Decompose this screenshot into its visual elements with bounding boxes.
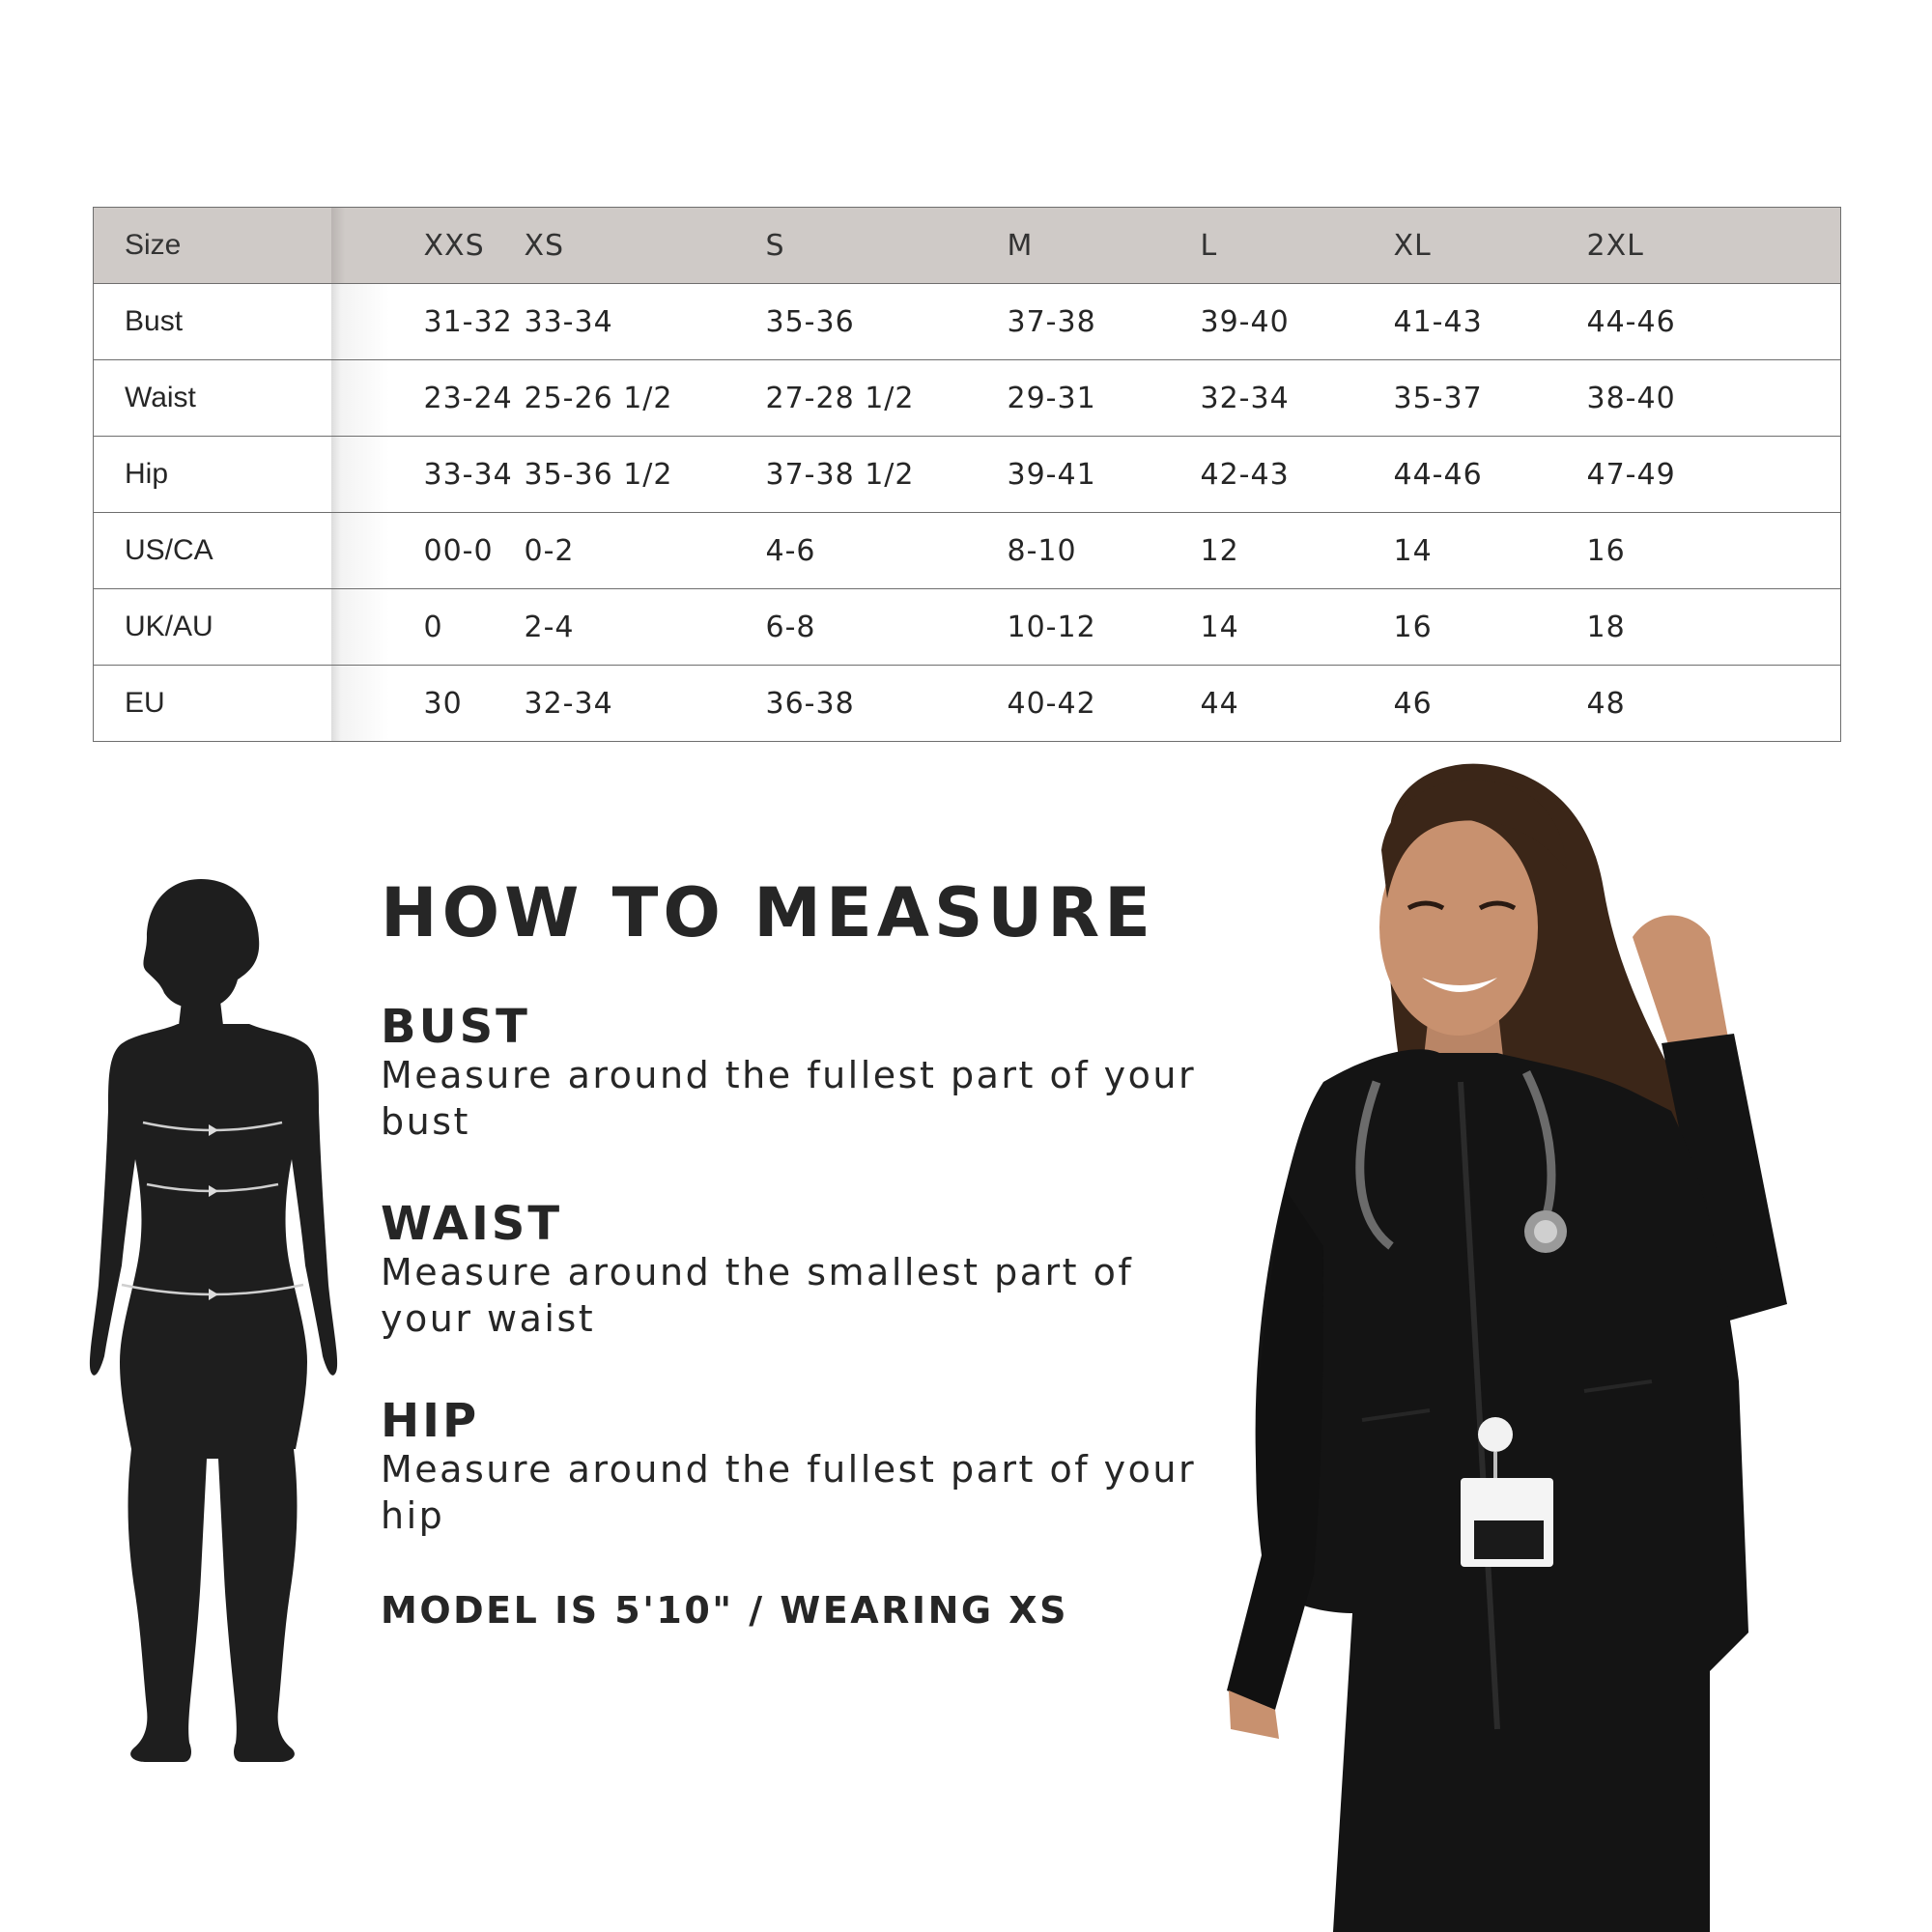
- header-cell-xl: XL: [1394, 208, 1587, 284]
- table-cell: 36-38: [765, 686, 855, 721]
- table-cell: 38-40: [1587, 360, 1841, 437]
- table-cell: 39-40: [1201, 284, 1394, 360]
- hip-heading: HIP: [381, 1394, 480, 1448]
- model-in-scrub-jacket-photo: [1208, 763, 1932, 1932]
- table-row-waist: [94, 360, 1841, 437]
- table-cell: 37-38 1/2: [766, 437, 1008, 513]
- bust-heading: BUST: [381, 1000, 530, 1054]
- table-cell: 18: [1587, 589, 1841, 666]
- table-cell: 4-6: [766, 513, 1008, 589]
- table-cell: 39-41: [1008, 437, 1201, 513]
- waist-heading: WAIST: [381, 1197, 563, 1251]
- table-row-eu: [94, 666, 1841, 742]
- header-cell-s: S: [766, 208, 1008, 284]
- table-cell: 44: [1200, 686, 1239, 721]
- table-row-hip: [94, 437, 1841, 513]
- bust-instruction: Measure around the fullest part of your bust: [381, 1054, 1197, 1143]
- table-cell: 31-32: [331, 284, 525, 360]
- header-cell-xs: XS: [525, 208, 766, 284]
- header-cell-xxs: XXS: [331, 208, 525, 284]
- how-to-measure-title: HOW TO MEASURE: [381, 873, 1155, 952]
- table-cell: 30: [331, 666, 525, 742]
- table-cell: 14: [1394, 513, 1587, 589]
- table-cell: 44-46: [1394, 437, 1587, 513]
- header-cell-l: L: [1201, 208, 1394, 284]
- table-cell: 6-8: [766, 589, 1008, 666]
- header-cell-2xl: 2XL: [1587, 208, 1841, 284]
- table-cell: 47-49: [1587, 437, 1841, 513]
- table-cell: 23-24: [331, 360, 525, 437]
- waist-section: [381, 1199, 1250, 1342]
- size-chart-table: [93, 207, 1841, 742]
- table-cell: 32-34: [1201, 360, 1394, 437]
- row-label: US/CA: [94, 513, 331, 589]
- table-cell: 12: [1201, 513, 1394, 589]
- table-cell: 35-37: [1394, 360, 1587, 437]
- header-cell-m: M: [1008, 208, 1201, 284]
- table-cell: 10-12: [1008, 589, 1201, 666]
- female-body-silhouette-icon: [87, 879, 338, 1768]
- table-cell: 48: [1586, 686, 1626, 721]
- table-cell: 37-38: [1008, 284, 1201, 360]
- table-cell: 8-10: [1008, 513, 1201, 589]
- row-label: Waist: [94, 360, 331, 437]
- bust-section: [381, 1002, 1250, 1145]
- table-cell: 35-36: [766, 284, 1008, 360]
- table-cell: 16: [1587, 513, 1841, 589]
- row-label: Hip: [94, 437, 331, 513]
- table-row-bust: [94, 284, 1841, 360]
- how-to-measure-panel: [381, 874, 1250, 1668]
- table-cell: 0: [331, 589, 525, 666]
- header-cell-size: Size: [94, 208, 331, 284]
- table-cell: 46: [1393, 686, 1433, 721]
- hip-section: [381, 1396, 1250, 1539]
- table-cell: 41-43: [1394, 284, 1587, 360]
- table-cell: 16: [1394, 589, 1587, 666]
- table-cell: 40-42: [1007, 686, 1096, 721]
- table-cell: 29-31: [1008, 360, 1201, 437]
- table-cell: 14: [1201, 589, 1394, 666]
- table-cell: 0-2: [525, 513, 766, 589]
- table-cell: 00-0: [331, 513, 525, 589]
- table-row-uk-au: [94, 589, 1841, 666]
- table-cell: 44-46: [1587, 284, 1841, 360]
- table-cell: 32-34: [524, 686, 613, 721]
- row-label: UK/AU: [94, 589, 331, 666]
- table-cell: 35-36 1/2: [525, 437, 766, 513]
- table-cell: 27-28 1/2: [766, 360, 1008, 437]
- row-label: EU: [125, 687, 165, 719]
- hip-instruction: Measure around the fullest part of your hip: [381, 1448, 1197, 1537]
- table-row-us-ca: [94, 513, 1841, 589]
- table-cell: 25-26 1/2: [525, 360, 766, 437]
- table-cell: 33-34: [525, 284, 766, 360]
- waist-instruction: Measure around the smallest part of your waist: [381, 1251, 1134, 1340]
- table-cell: 42-43: [1201, 437, 1394, 513]
- table-cell: 2-4: [525, 589, 766, 666]
- size-header-row: [94, 208, 1841, 284]
- model-size-note: MODEL IS 5'10" / WEARING XS: [381, 1589, 1068, 1632]
- table-cell: 33-34: [331, 437, 525, 513]
- row-label: Bust: [94, 284, 331, 360]
